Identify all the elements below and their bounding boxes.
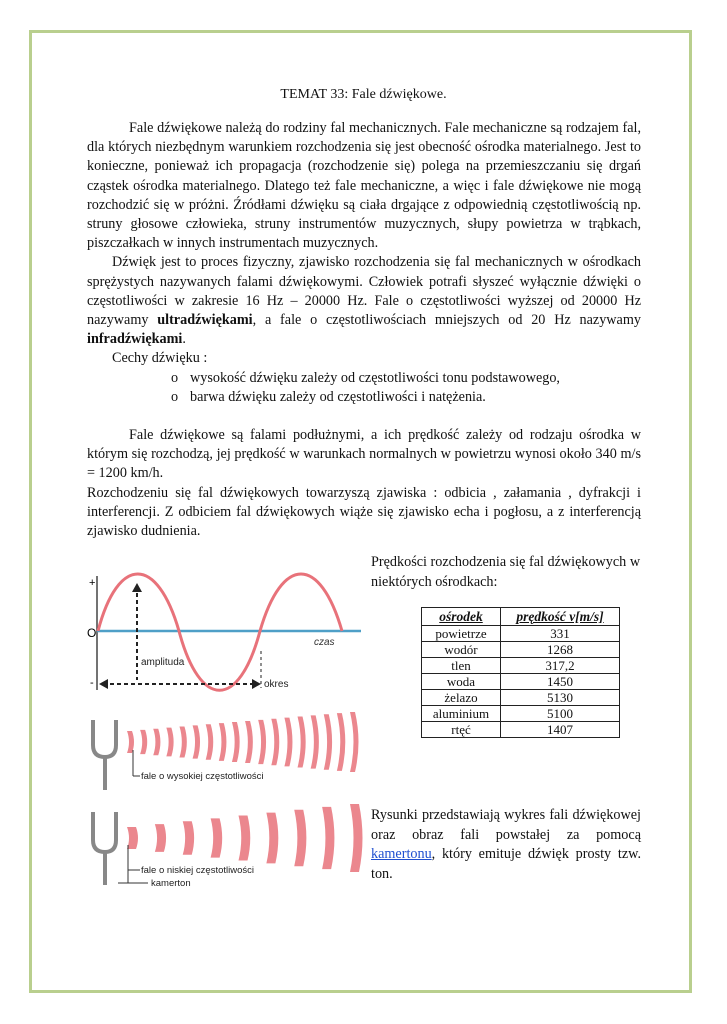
table-row: aluminium 5100 — [422, 706, 620, 722]
wavefront — [127, 731, 134, 753]
wavefront — [324, 714, 332, 770]
tuning-fork-icon — [93, 812, 116, 852]
period-arrow-left — [99, 679, 108, 689]
wavefront — [232, 722, 240, 762]
tuning-fork-link[interactable]: kamertonu — [371, 846, 432, 862]
term-ultrasound: ultradźwiękami — [157, 312, 253, 329]
amplitude-label: amplituda — [141, 657, 185, 668]
wavefront — [311, 715, 319, 768]
wave-graph — [87, 574, 361, 690]
figure-caption: Rysunki przedstawiają wykres fali dźwiękowej oraz obraz fali powstałej za pomocą kamertonu, który emituje dźwięk prosty tzw. ton. — [371, 807, 641, 882]
plus-label: + — [89, 577, 96, 589]
wavefront — [219, 723, 227, 761]
zero-label: O — [87, 626, 97, 640]
wavefront — [322, 807, 334, 869]
list-item: o barwa dźwięku zależy od częstotliwości i natężenia. — [87, 388, 641, 407]
wavefront — [298, 716, 306, 767]
wavefront — [153, 729, 160, 755]
column-header-medium: ośrodek — [422, 608, 501, 626]
bullet-marker: o — [171, 388, 179, 405]
high-frequency-waves — [127, 712, 359, 772]
table-row: żelazo 5130 — [422, 690, 620, 706]
minus-label: - — [90, 677, 94, 689]
low-frequency-figure — [93, 804, 363, 889]
paragraph-longitudinal: Fale dźwiękowe są falami podłużnymi, a ich prędkość zależy od rodzaju ośrodka w którym się rozchodzą, jej prędkość w warunkach normalnych w powietrzu wynosi około 340 m/s = 1200 km/h. — [87, 427, 641, 482]
list-item: o wysokość dźwięku zależy od częstotliwości tonu podstawowego, — [87, 369, 641, 388]
table-row: woda 1450 — [422, 674, 620, 690]
wavefront — [266, 813, 278, 864]
paragraph-phenomena: Rozchodzeniu się fal dźwiękowych towarzyszą zjawiska : odbicia , załamania , dyfrakcji i interferencji. Z odbiciem fal dźwiękowych wiąże się zjawisko echa i pogłosu, a z interferencją zjawisko dudnienia. — [87, 484, 641, 540]
table-row: wodór 1268 — [422, 642, 620, 658]
wavefront — [337, 713, 345, 771]
high-frequency-label: fale o wysokiej częstotliwości — [141, 771, 264, 782]
low-frequency-waves — [127, 804, 363, 872]
wavefront — [166, 728, 173, 757]
tuning-fork-label: kamerton — [151, 878, 191, 889]
wavefront — [350, 712, 359, 772]
tuning-fork-icon — [93, 720, 116, 757]
wavefront — [294, 810, 306, 867]
wavefront — [211, 818, 223, 857]
wavefront — [179, 727, 186, 758]
wavefront — [183, 821, 194, 855]
bullet-marker: o — [171, 369, 179, 386]
wavefront — [258, 720, 266, 764]
term-infrasound: infradźwiękami — [87, 331, 183, 348]
high-frequency-figure — [93, 712, 359, 790]
features-heading: Cechy dźwięku : — [112, 350, 208, 367]
wavefront — [127, 827, 138, 849]
period-arrow-right — [252, 679, 261, 689]
wavefront — [245, 721, 253, 763]
wavefront — [193, 725, 200, 758]
paragraph-sound-definition: Dźwięk jest to proces fizyczny, zjawisko rozchodzenia się fal mechanicznych w ośrodkach sprężystych nazywanych falami dźwiękowymi. Człowiek potrafi słyszeć wyłącznie dźwięki o częstotliwości w zakresie 16 Hz – 20000 Hz. Fale o częstotliwości wyższej od 20000 Hz nazywamy ultradźwiękami, a fale o częstotliwościach mniejszych od 20 Hz nazywamy infradźwiękami. — [87, 254, 641, 348]
table-row: powietrze 331 — [422, 626, 620, 642]
paragraph-mechanical-waves: Fale dźwiękowe należą do rodziny fal mechanicznych. Fale mechaniczne są rodzajem fal, dla których niezbędnym warunkiem rozchodzenia się jest obecność ośrodka materialnego. Jest to konieczne, ponieważ ich propagacja (rozchodzenie się) polega na przemieszczaniu się drgań cząstek ośrodka materialnego. Dlatego też fale mechaniczne, a więc i fale dźwiękowe nie mogą rozchodzić się w próżni. Źródłami dźwięku są ciała drgające z odpowiednią częstotliwością np. struny głosowe człowieka, struny instrumentów muzycznych, słupy powietrza w trąbkach, piszczałkach w innych instrumentach muzycznych. — [87, 120, 641, 252]
low-frequency-label: fale o niskiej częstotliwości — [141, 865, 254, 876]
table-row: tlen 317,2 — [422, 658, 620, 674]
period-label: okres — [264, 679, 289, 690]
time-axis-label: czas — [314, 637, 335, 648]
wavefront — [350, 804, 363, 872]
table-row: rtęć 1407 — [422, 722, 620, 738]
wavefront — [271, 719, 279, 766]
wavefront — [155, 824, 166, 852]
wavefront — [284, 718, 292, 767]
column-header-speed: prędkość v[m/s] — [501, 608, 620, 626]
wavefront — [239, 816, 251, 861]
amplitude-arrow-up — [132, 583, 142, 592]
page-title: TEMAT 33: Fale dźwiękowe. — [280, 87, 447, 102]
wavefront — [206, 724, 214, 759]
wavefront — [140, 730, 147, 754]
speed-table-title: Prędkości rozchodzenia się fal dźwiękowych w niektórych ośrodkach: — [371, 554, 641, 590]
